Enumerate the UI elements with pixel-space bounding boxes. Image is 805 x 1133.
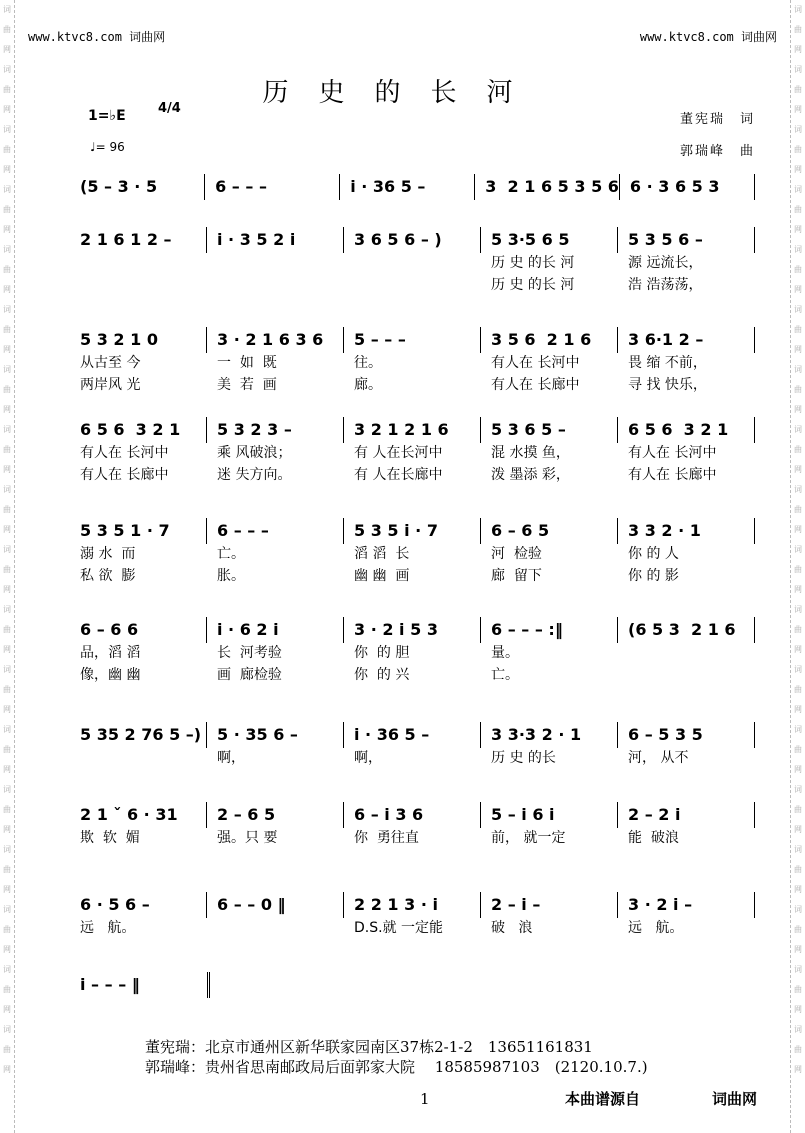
score-line xyxy=(70,803,755,849)
site-link-right[interactable]: www.ktvc8.com 词曲网 xyxy=(639,30,777,44)
watermark-char: 曲 xyxy=(794,865,802,874)
lyrics-verse-1 xyxy=(70,642,755,664)
watermark-char: 网 xyxy=(3,825,11,834)
composer-credit: 郭瑞峰 曲 xyxy=(679,144,755,159)
watermark-char: 词 xyxy=(794,965,802,974)
measure: 2 1 6 1 2 – xyxy=(70,227,207,253)
watermark-char: 网 xyxy=(3,1005,11,1014)
watermark-char: 词 xyxy=(3,485,11,494)
watermark-char: 曲 xyxy=(3,805,11,814)
lyric-segment: 像，幽 幽 xyxy=(80,667,141,683)
measure: 3 2 1 6 5 3 5 6 xyxy=(475,174,620,200)
watermark-char: 词 xyxy=(3,425,11,434)
watermark-char: 曲 xyxy=(794,445,802,454)
watermark-char: 网 xyxy=(794,765,802,774)
watermark-char: 词 xyxy=(794,725,802,734)
lyric-segment: 河 检验 xyxy=(491,546,542,562)
watermark-char: 曲 xyxy=(794,1045,802,1054)
watermark-char: 词 xyxy=(3,5,11,14)
lyric-segment: 廊 留下 xyxy=(491,568,542,584)
watermark-char: 网 xyxy=(794,705,802,714)
measure: 5 3 5 1 · 7 xyxy=(70,518,207,544)
watermark-char: 词 xyxy=(794,665,802,674)
lyrics-verse-1 xyxy=(70,442,755,464)
lyrics-verse-1 xyxy=(70,352,755,374)
notes-row xyxy=(70,418,755,442)
lyric-segment: 你 的 胆 xyxy=(354,645,410,661)
source-site[interactable]: 词曲网 xyxy=(712,1090,758,1108)
lyric-segment: 畏 缩 不前， xyxy=(628,355,707,371)
measure: 5 3 2 3 – xyxy=(207,417,344,443)
watermark-char: 网 xyxy=(794,885,802,894)
lyric-segment: 能 破浪 xyxy=(628,830,679,846)
measure: 3 5 6 2 1 6 xyxy=(481,327,618,353)
lyric-segment: 混 水摸 鱼， xyxy=(491,445,570,461)
watermark-char: 网 xyxy=(794,285,802,294)
watermark-char: 词 xyxy=(3,965,11,974)
watermark-char: 词 xyxy=(3,1025,11,1034)
lyric-segment: 有人在 长廊中 xyxy=(491,377,580,393)
watermark-char: 网 xyxy=(3,465,11,474)
lyric-segment: 一 如 既 xyxy=(217,355,277,371)
lyrics-verse-1 xyxy=(70,252,755,274)
measure: 3 · 2 i 5 3 xyxy=(344,617,481,643)
watermark-char: 词 xyxy=(3,905,11,914)
lyric-segment: 从古至 今 xyxy=(80,355,141,371)
measure: 5 3·5 6 5 xyxy=(481,227,618,253)
notes-row xyxy=(70,618,755,642)
measure: 3 3·3 2 · 1 xyxy=(481,722,618,748)
lyric-segment: 前， 就一定 xyxy=(491,830,566,846)
lyricist-credit: 董宪瑞 词 xyxy=(679,112,755,127)
lyric-segment: 有人在 长廊中 xyxy=(80,467,169,483)
watermark-char: 网 xyxy=(794,1065,802,1074)
time-signature-text: 4/4 xyxy=(158,101,181,116)
lyric-segment: 长 河考验 xyxy=(217,645,282,661)
lyric-segment: 两岸风 光 xyxy=(80,377,141,393)
measure: 6 – i 3 6 xyxy=(344,802,481,828)
watermark-char: 网 xyxy=(3,645,11,654)
measure: 6 – 6 6 xyxy=(70,617,207,643)
measure: i · 6 2 i xyxy=(207,617,344,643)
watermark-char: 网 xyxy=(794,645,802,654)
time-signature xyxy=(158,100,181,117)
watermark-char: 词 xyxy=(794,125,802,134)
measure: 6 · 5 6 – xyxy=(70,892,207,918)
watermark-char: 曲 xyxy=(794,985,802,994)
watermark-char: 网 xyxy=(3,525,11,534)
measure: i · 36 5 – xyxy=(340,174,475,200)
watermark-char: 词 xyxy=(3,185,11,194)
lyrics-verse-1 xyxy=(70,543,755,565)
watermark-char: 网 xyxy=(3,585,11,594)
measure: 2 2 1 3 · i xyxy=(344,892,481,918)
watermark-char: 网 xyxy=(794,345,802,354)
watermark-char: 曲 xyxy=(794,385,802,394)
score-line xyxy=(70,519,755,587)
lyrics-verse-2 xyxy=(70,565,755,587)
watermark-char: 词 xyxy=(3,125,11,134)
lyric-segment xyxy=(70,747,207,769)
watermark-char: 词 xyxy=(794,245,802,254)
page-number: 1 xyxy=(420,1090,430,1108)
watermark-char: 曲 xyxy=(3,985,11,994)
watermark-char: 词 xyxy=(794,1025,802,1034)
watermark-char: 网 xyxy=(3,945,11,954)
watermark-char: 网 xyxy=(794,525,802,534)
watermark-char: 曲 xyxy=(3,1045,11,1054)
watermark-char: 曲 xyxy=(3,85,11,94)
notes-row xyxy=(70,328,755,352)
lyric-segment: 你 的 兴 xyxy=(354,667,410,683)
watermark-char: 曲 xyxy=(794,205,802,214)
lyrics-verse-2 xyxy=(70,274,755,296)
watermark-char: 词 xyxy=(794,305,802,314)
lyric-segment: 私 欲 膨 xyxy=(80,568,136,584)
watermark-char: 网 xyxy=(3,705,11,714)
measure: 3 · 2 i – xyxy=(618,892,755,918)
lyric-segment: 远 航。 xyxy=(80,920,136,936)
watermark-char: 词 xyxy=(3,65,11,74)
lyric-segment: 画 廊检验 xyxy=(217,667,282,683)
measure: 3 2 1 2 1 6 xyxy=(344,417,481,443)
watermark-char: 曲 xyxy=(3,745,11,754)
score-line xyxy=(70,328,755,396)
measure: 6 – – – xyxy=(207,518,344,544)
watermark-char: 网 xyxy=(794,825,802,834)
watermark-char: 曲 xyxy=(3,325,11,334)
notes-row xyxy=(70,175,755,199)
watermark-char: 网 xyxy=(3,45,11,54)
measure: 2 – 6 5 xyxy=(207,802,344,828)
measure: 2 – 2 i xyxy=(618,802,755,828)
lyric-segment: 泼 墨添 彩， xyxy=(491,467,570,483)
lyric-segment: D.S.就 一定能 xyxy=(354,920,444,936)
score-line xyxy=(70,228,755,296)
lyrics-verse-1 xyxy=(70,917,755,939)
lyric-segment: 河， 从不 xyxy=(628,750,689,766)
lyric-segment: 有 人在长廊中 xyxy=(354,467,443,483)
lyric-segment: 亡。 xyxy=(217,546,245,562)
lyric-segment: 啊， xyxy=(217,750,245,766)
lyric-segment: 胀。 xyxy=(217,568,245,584)
watermark-char: 曲 xyxy=(3,385,11,394)
lyric-segment: 源 远流长， xyxy=(628,255,703,271)
watermark-char: 网 xyxy=(794,465,802,474)
lyrics-verse-2 xyxy=(70,374,755,396)
measure: 2 – i – xyxy=(481,892,618,918)
watermark-char: 曲 xyxy=(3,625,11,634)
lyric-segment xyxy=(618,664,755,686)
lyric-segment: 量。 xyxy=(491,645,519,661)
measure: 5 · 35 6 – xyxy=(207,722,344,748)
watermark-char: 曲 xyxy=(3,445,11,454)
lyric-segment: 破 浪 xyxy=(491,920,533,936)
watermark-strip-left xyxy=(0,0,15,1133)
watermark-char: 词 xyxy=(794,425,802,434)
lyric-segment: 寻 找 快乐， xyxy=(628,377,707,393)
score-line xyxy=(70,893,755,939)
measure: 5 – – – xyxy=(344,327,481,353)
lyric-segment: 远 航。 xyxy=(628,920,684,936)
measure: 5 – i 6 i xyxy=(481,802,618,828)
lyric-segment xyxy=(70,274,207,296)
lyric-segment: 品，滔 滔 xyxy=(80,645,141,661)
composer-address: 郭瑞峰：贵州省思南邮政局后面郭家大院 18585987103 (2120.10.7.) xyxy=(145,1058,648,1076)
watermark-char: 网 xyxy=(3,885,11,894)
watermark-char: 曲 xyxy=(3,865,11,874)
watermark-char: 曲 xyxy=(794,745,802,754)
watermark-char: 网 xyxy=(794,165,802,174)
lyric-segment xyxy=(344,274,481,296)
lyric-segment xyxy=(70,252,207,274)
watermark-char: 曲 xyxy=(794,85,802,94)
measure: 3 6 5 6 – ) xyxy=(344,227,481,253)
tempo-marking: ♩= 96 xyxy=(90,140,125,154)
song-title: 历史的长河 xyxy=(262,78,543,108)
watermark-char: 词 xyxy=(794,785,802,794)
lyric-segment xyxy=(207,274,344,296)
watermark-char: 曲 xyxy=(3,685,11,694)
lyric-segment: 亡。 xyxy=(491,667,519,683)
lyric-segment: 历 史 的长 河 xyxy=(491,255,575,271)
watermark-char: 词 xyxy=(794,545,802,554)
lyric-segment: 有 人在长河中 xyxy=(354,445,443,461)
source-label: 本曲谱源自 xyxy=(565,1090,641,1108)
watermark-char: 词 xyxy=(794,905,802,914)
measure: 6 · 3 6 5 3 xyxy=(620,174,755,200)
watermark-char: 词 xyxy=(794,65,802,74)
lyric-segment: 浩 浩荡荡， xyxy=(628,277,703,293)
watermark-char: 曲 xyxy=(3,205,11,214)
lyric-segment: 你 的 影 xyxy=(628,568,679,584)
watermark-char: 网 xyxy=(794,45,802,54)
lyric-segment xyxy=(207,917,344,939)
score-line xyxy=(70,175,755,199)
measure: 2 1 ˇ 6 · 31 xyxy=(70,802,207,828)
watermark-char: 词 xyxy=(794,605,802,614)
score-line xyxy=(70,973,210,997)
measure: 3 6·1 2 – xyxy=(618,327,755,353)
watermark-char: 词 xyxy=(3,665,11,674)
measure: 6 – 5 3 5 xyxy=(618,722,755,748)
lyric-segment: 有人在 长河中 xyxy=(80,445,169,461)
watermark-char: 词 xyxy=(3,305,11,314)
measure: i – – – ‖ xyxy=(70,972,210,998)
lyric-segment: 欺 软 媚 xyxy=(80,830,140,846)
score-line xyxy=(70,618,755,686)
lyric-segment: 美 若 画 xyxy=(217,377,277,393)
watermark-char: 网 xyxy=(794,405,802,414)
watermark-char: 网 xyxy=(3,345,11,354)
score-line xyxy=(70,418,755,486)
measure: 5 3 5 6 – xyxy=(618,227,755,253)
notes-row xyxy=(70,803,755,827)
lyric-segment xyxy=(344,252,481,274)
lyric-segment: 溺 水 而 xyxy=(80,546,136,562)
lyric-segment: 滔 滔 长 xyxy=(354,546,410,562)
watermark-char: 网 xyxy=(3,165,11,174)
measure: i · 3 5 2 i xyxy=(207,227,344,253)
watermark-char: 词 xyxy=(794,485,802,494)
watermark-char: 曲 xyxy=(3,505,11,514)
watermark-char: 网 xyxy=(794,945,802,954)
lyric-segment: 廊。 xyxy=(354,377,382,393)
lyrics-verse-1 xyxy=(70,827,755,849)
watermark-char: 网 xyxy=(3,105,11,114)
lyric-segment: 历 史 的长 河 xyxy=(491,277,575,293)
watermark-char: 词 xyxy=(3,725,11,734)
lyric-segment: 幽 幽 画 xyxy=(354,568,410,584)
key-signature: 1=♭E xyxy=(88,108,126,124)
watermark-char: 网 xyxy=(794,585,802,594)
notes-row xyxy=(70,893,755,917)
watermark-char: 词 xyxy=(794,845,802,854)
lyrics-verse-2 xyxy=(70,464,755,486)
measure: 5 35 2 76 5 –) xyxy=(70,722,207,748)
watermark-char: 词 xyxy=(3,785,11,794)
lyric-segment: 啊， xyxy=(354,750,382,766)
watermark-char: 曲 xyxy=(3,565,11,574)
watermark-char: 词 xyxy=(794,365,802,374)
measure: 6 – – – :‖ xyxy=(481,617,618,643)
watermark-char: 网 xyxy=(3,285,11,294)
lyric-segment: 有人在 长廊中 xyxy=(628,467,717,483)
watermark-strip-right xyxy=(790,0,805,1133)
site-link-left[interactable]: www.ktvc8.com 词曲网 xyxy=(28,30,166,44)
lyricist-address: 董宪瑞：北京市通州区新华联家园南区37栋2-1-2 13651161831 xyxy=(145,1038,593,1056)
watermark-char: 曲 xyxy=(794,565,802,574)
score-line xyxy=(70,723,755,769)
watermark-char: 词 xyxy=(794,5,802,14)
measure: 6 5 6 3 2 1 xyxy=(70,417,207,443)
lyric-segment: 乘 风破浪； xyxy=(217,445,292,461)
watermark-char: 曲 xyxy=(794,265,802,274)
measure: 6 5 6 3 2 1 xyxy=(618,417,755,443)
watermark-char: 词 xyxy=(3,545,11,554)
watermark-char: 曲 xyxy=(3,265,11,274)
watermark-char: 曲 xyxy=(794,505,802,514)
measure: 5 3 6 5 – xyxy=(481,417,618,443)
watermark-char: 曲 xyxy=(3,145,11,154)
watermark-char: 网 xyxy=(794,105,802,114)
notes-row xyxy=(70,973,210,997)
watermark-char: 网 xyxy=(794,1005,802,1014)
watermark-char: 词 xyxy=(794,185,802,194)
watermark-char: 词 xyxy=(3,605,11,614)
measure: (5 – 3 · 5 xyxy=(70,174,205,200)
watermark-char: 曲 xyxy=(794,805,802,814)
watermark-char: 曲 xyxy=(794,925,802,934)
notes-row xyxy=(70,519,755,543)
watermark-char: 网 xyxy=(3,1065,11,1074)
watermark-char: 网 xyxy=(3,225,11,234)
measure: 6 – 6 5 xyxy=(481,518,618,544)
watermark-char: 曲 xyxy=(794,325,802,334)
lyric-segment xyxy=(618,642,755,664)
measure: (6 5 3 2 1 6 xyxy=(618,617,755,643)
measure: 6 – – – xyxy=(205,174,340,200)
watermark-char: 曲 xyxy=(794,25,802,34)
measure: i · 36 5 – xyxy=(344,722,481,748)
lyrics-verse-2 xyxy=(70,664,755,686)
watermark-char: 词 xyxy=(3,245,11,254)
watermark-char: 曲 xyxy=(3,25,11,34)
lyric-segment: 你 勇往直 xyxy=(354,830,419,846)
lyrics-verse-1 xyxy=(70,747,755,769)
lyric-segment: 往。 xyxy=(354,355,382,371)
lyric-segment xyxy=(207,252,344,274)
watermark-char: 词 xyxy=(3,365,11,374)
measure: 5 3 2 1 0 xyxy=(70,327,207,353)
measure: 3 3 2 · 1 xyxy=(618,518,755,544)
lyric-segment: 历 史 的长 xyxy=(491,750,556,766)
watermark-char: 网 xyxy=(3,405,11,414)
lyric-segment: 强。只 要 xyxy=(217,830,278,846)
watermark-char: 曲 xyxy=(3,925,11,934)
notes-row xyxy=(70,723,755,747)
lyric-segment: 有人在 长河中 xyxy=(628,445,717,461)
watermark-char: 网 xyxy=(794,225,802,234)
lyric-segment: 你 的 人 xyxy=(628,546,679,562)
measure: 3 · 2 1 6 3 6 xyxy=(207,327,344,353)
lyric-segment: 迷 失方向。 xyxy=(217,467,292,483)
watermark-char: 曲 xyxy=(794,145,802,154)
measure: 6 – – 0 ‖ xyxy=(207,892,344,918)
lyric-segment: 有人在 长河中 xyxy=(491,355,580,371)
measure: 5 3 5 i · 7 xyxy=(344,518,481,544)
watermark-char: 曲 xyxy=(794,685,802,694)
watermark-char: 词 xyxy=(3,845,11,854)
watermark-char: 曲 xyxy=(794,625,802,634)
notes-row xyxy=(70,228,755,252)
watermark-char: 网 xyxy=(3,765,11,774)
